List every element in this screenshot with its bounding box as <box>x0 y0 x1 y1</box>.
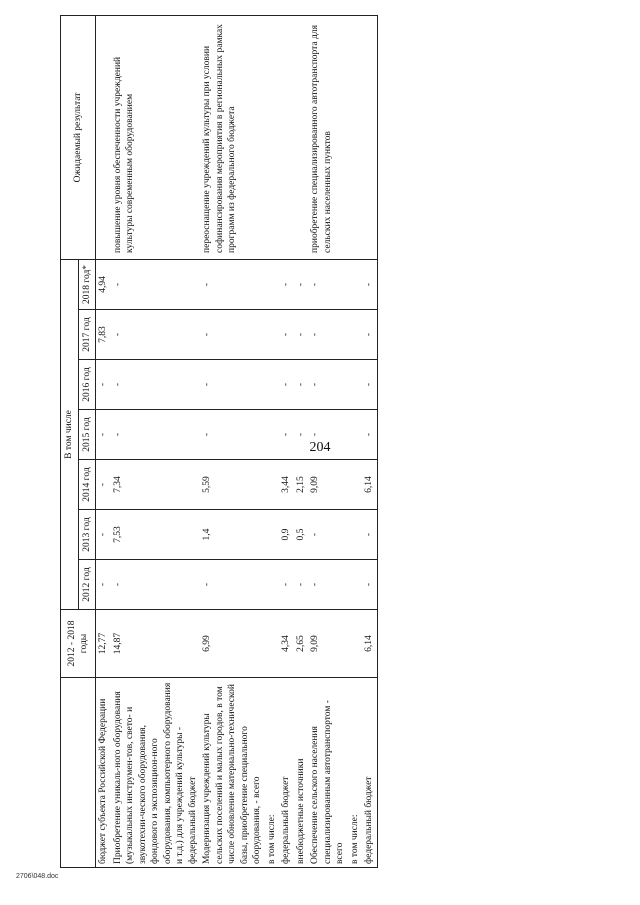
table-row <box>362 15 377 867</box>
header-year: 2012 год <box>78 560 96 610</box>
row-total: 9,09 <box>308 610 348 678</box>
row-year-value: 4,94 <box>96 259 111 309</box>
row-result: приобретение специализированного автотранспорта для сельских населенных пунктов <box>308 15 348 259</box>
row-year-value: 7,34 <box>111 460 201 510</box>
row-total: 6,99 <box>200 610 265 678</box>
header-year: 2017 год <box>78 310 96 360</box>
row-name: в том числе: <box>348 678 363 868</box>
row-year-value: 0,5 <box>294 510 309 560</box>
header-result: Ожидаемый результат <box>61 15 96 259</box>
row-year-value <box>348 310 363 360</box>
row-result <box>96 15 111 259</box>
row-year-value <box>265 560 280 610</box>
row-name: Модернизация учреждений культуры сельских поселений и малых городов, в том числе обновление материально-технической базы, приобретение специального оборудования, - всего <box>200 678 265 868</box>
row-year-value: - <box>111 310 201 360</box>
row-year-value: - <box>362 560 377 610</box>
row-year-value <box>348 259 363 309</box>
row-result <box>294 15 309 259</box>
row-year-value: 2,15 <box>294 460 309 510</box>
row-year-value <box>265 310 280 360</box>
row-year-value: 1,4 <box>200 510 265 560</box>
row-year-value: - <box>111 560 201 610</box>
row-year-value: - <box>200 310 265 360</box>
row-year-value: - <box>279 310 294 360</box>
row-year-value <box>348 510 363 560</box>
row-year-value: 0,9 <box>279 510 294 560</box>
row-year-value: - <box>279 410 294 460</box>
row-name: федеральный бюджет <box>279 678 294 868</box>
row-year-value <box>348 460 363 510</box>
table-body <box>96 15 378 867</box>
row-year-value: - <box>200 259 265 309</box>
table-row <box>294 15 309 867</box>
header-name-cell <box>61 678 96 868</box>
row-year-value: - <box>294 310 309 360</box>
row-total: 14,87 <box>111 610 201 678</box>
rotated-table-area <box>60 16 600 868</box>
row-total <box>265 610 280 678</box>
row-total: 4,34 <box>279 610 294 678</box>
row-year-value <box>348 560 363 610</box>
row-year-value: - <box>362 360 377 410</box>
row-year-value: - <box>294 360 309 410</box>
row-year-value: - <box>294 259 309 309</box>
header-year: 2016 год <box>78 360 96 410</box>
row-result <box>362 15 377 259</box>
row-year-value: - <box>111 259 201 309</box>
row-year-value: - <box>111 410 201 460</box>
row-year-value: - <box>362 259 377 309</box>
row-year-value: - <box>200 410 265 460</box>
page-number: 204 <box>309 440 331 455</box>
row-name: Приобретение уникаль-ного оборудования (музыкальных инструмен-тов, свето- и звукотехни-ческого оборудования, фондового и экспозицион-ного оборудования, компьютерного оборудования и т.д.) для учреждений культуры - федеральный бюджет <box>111 678 201 868</box>
row-year-value: 6,14 <box>362 460 377 510</box>
table-row <box>265 15 280 867</box>
row-year-value: - <box>294 410 309 460</box>
header-year: 2013 год <box>78 510 96 560</box>
row-year-value: - <box>96 510 111 560</box>
row-year-value: - <box>96 560 111 610</box>
row-year-value: - <box>200 360 265 410</box>
row-name: федеральный бюджет <box>362 678 377 868</box>
row-year-value: - <box>362 410 377 460</box>
row-result: повышение уровня обеспеченности учреждений культуры современным оборудованием <box>111 15 201 259</box>
row-year-value: 7,83 <box>96 310 111 360</box>
row-total: 6,14 <box>362 610 377 678</box>
row-name: внебюджетные источники <box>294 678 309 868</box>
row-year-value: - <box>279 259 294 309</box>
row-year-value: - <box>308 259 348 309</box>
row-year-value <box>265 259 280 309</box>
footer-doc-id: 2706\048.doc <box>16 873 59 880</box>
row-name: в том числе: <box>265 678 280 868</box>
row-year-value: - <box>294 560 309 610</box>
row-year-value: 9,09 <box>308 460 348 510</box>
table-row <box>279 15 294 867</box>
row-year-value: - <box>200 560 265 610</box>
row-result <box>348 15 363 259</box>
row-year-value <box>265 360 280 410</box>
row-year-value: - <box>308 560 348 610</box>
row-total <box>348 610 363 678</box>
row-year-value <box>348 360 363 410</box>
row-year-value <box>348 410 363 460</box>
row-year-value <box>265 460 280 510</box>
row-year-value: 3,44 <box>279 460 294 510</box>
table-row <box>111 15 201 867</box>
row-total: 12,77 <box>96 610 111 678</box>
row-result <box>279 15 294 259</box>
row-year-value: - <box>308 310 348 360</box>
row-total: 2,65 <box>294 610 309 678</box>
row-year-value: 5,59 <box>200 460 265 510</box>
table-row <box>96 15 111 867</box>
row-year-value <box>265 410 280 460</box>
header-group: В том числе <box>61 259 79 609</box>
row-year-value: - <box>308 510 348 560</box>
table-row <box>308 15 348 867</box>
row-year-value: - <box>96 410 111 460</box>
row-year-value: - <box>96 360 111 410</box>
row-result <box>265 15 280 259</box>
row-year-value: - <box>96 460 111 510</box>
row-year-value: - <box>111 360 201 410</box>
row-year-value: - <box>362 510 377 560</box>
row-year-value: 7,53 <box>111 510 201 560</box>
row-name: Обеспечение сельского населения специализированным автотранспортом - всего <box>308 678 348 868</box>
row-year-value: - <box>279 560 294 610</box>
header-total: 2012 - 2018 годы <box>61 610 96 678</box>
table-row <box>200 15 265 867</box>
row-result: переоснащение учреждений культуры при условии софинансирования мероприятия в региональных рамках программ из федерального бюджета <box>200 15 265 259</box>
row-year-value: - <box>362 310 377 360</box>
header-year: 2015 год <box>78 410 96 460</box>
header-year: 2014 год <box>78 460 96 510</box>
row-year-value: - <box>308 360 348 410</box>
row-year-value: - <box>308 410 348 460</box>
row-year-value: - <box>279 360 294 410</box>
table-row <box>348 15 363 867</box>
row-year-value <box>265 510 280 560</box>
row-name: бюджет субъекта Российской Федерации <box>96 678 111 868</box>
budget-table <box>60 15 378 868</box>
header-year: 2018 год* <box>78 259 96 309</box>
